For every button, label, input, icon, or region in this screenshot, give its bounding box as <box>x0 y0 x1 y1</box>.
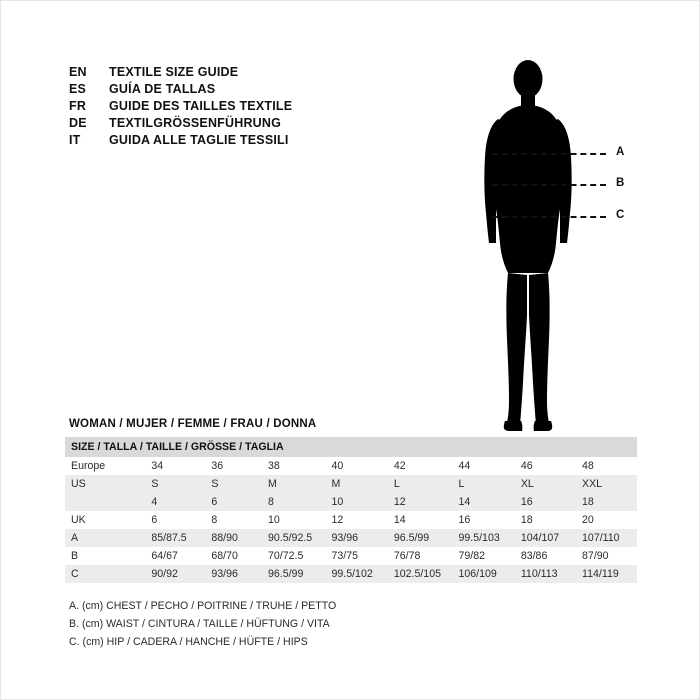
cell: 93/96 <box>326 529 388 547</box>
row-label-a: A <box>65 529 145 547</box>
table-row <box>65 511 637 529</box>
cell: 14 <box>452 493 514 511</box>
cell: 76/78 <box>388 547 453 565</box>
cell: L <box>388 475 453 493</box>
cell: 88/90 <box>205 529 262 547</box>
cell: 85/87.5 <box>145 529 205 547</box>
row-label-c: C <box>65 565 145 583</box>
cell: 38 <box>262 457 326 475</box>
section-title-woman: WOMAN / MUJER / FEMME / FRAU / DONNA <box>69 418 317 430</box>
cell: 4 <box>145 493 205 511</box>
measure-label-b: B <box>616 177 625 189</box>
cell: L <box>452 475 514 493</box>
cell: 18 <box>576 493 637 511</box>
cell: 90.5/92.5 <box>262 529 326 547</box>
cell: 70/72.5 <box>262 547 326 565</box>
cell: 99.5/102 <box>326 565 388 583</box>
cell: 6 <box>145 511 205 529</box>
cell: 10 <box>262 511 326 529</box>
row-label-uk: UK <box>65 511 145 529</box>
cell: 40 <box>326 457 388 475</box>
cell: 16 <box>515 493 576 511</box>
cell: 83/86 <box>515 547 576 565</box>
measure-line-a <box>492 153 606 155</box>
cell: 18 <box>515 511 576 529</box>
measure-line-c <box>492 216 606 218</box>
title-row <box>69 99 399 113</box>
title-text-en: TEXTILE SIZE GUIDE <box>109 65 239 79</box>
cell: 12 <box>326 511 388 529</box>
cell: S <box>205 475 262 493</box>
cell: 114/119 <box>576 565 637 583</box>
row-label-us-numeric <box>65 493 145 511</box>
title-lang-es: ES <box>69 82 87 96</box>
title-block <box>69 65 399 150</box>
measure-line-b <box>492 184 606 186</box>
cell: 79/82 <box>452 547 514 565</box>
cell: 48 <box>576 457 637 475</box>
row-label-b: B <box>65 547 145 565</box>
cell: 104/107 <box>515 529 576 547</box>
cell: 42 <box>388 457 453 475</box>
measure-label-c: C <box>616 209 625 221</box>
legend-item-c: C. (cm) HIP / CADERA / HANCHE / HÜFTE / HIPS <box>69 636 308 649</box>
cell: 99.5/103 <box>452 529 514 547</box>
table-header-row <box>65 437 637 457</box>
cell: 16 <box>452 511 514 529</box>
title-text-it: GUIDA ALLE TAGLIE TESSILI <box>109 133 289 147</box>
title-lang-it: IT <box>69 133 81 147</box>
cell: 8 <box>262 493 326 511</box>
cell: 36 <box>205 457 262 475</box>
cell: M <box>326 475 388 493</box>
cell: 10 <box>326 493 388 511</box>
cell: 34 <box>145 457 205 475</box>
cell: 87/90 <box>576 547 637 565</box>
cell: 93/96 <box>205 565 262 583</box>
figure-wrap <box>456 53 656 433</box>
cell: 96.5/99 <box>388 529 453 547</box>
title-text-es: GUÍA DE TALLAS <box>109 82 216 96</box>
cell: 6 <box>205 493 262 511</box>
cell: 68/70 <box>205 547 262 565</box>
table-row <box>65 493 637 511</box>
cell: 20 <box>576 511 637 529</box>
table-row <box>65 457 637 475</box>
title-row <box>69 133 399 147</box>
cell: XL <box>515 475 576 493</box>
cell: S <box>145 475 205 493</box>
title-row <box>69 82 399 96</box>
cell: 12 <box>388 493 453 511</box>
cell: 90/92 <box>145 565 205 583</box>
cell: 96.5/99 <box>262 565 326 583</box>
title-row <box>69 116 399 130</box>
cell: M <box>262 475 326 493</box>
female-body-silhouette-icon <box>456 53 656 433</box>
cell: 110/113 <box>515 565 576 583</box>
table-header-label: SIZE / TALLA / TAILLE / GRÖSSE / TAGLIA <box>65 437 637 457</box>
cell: 46 <box>515 457 576 475</box>
legend-item-b: B. (cm) WAIST / CINTURA / TAILLE / HÜFTUNG / VITA <box>69 618 330 631</box>
cell: 102.5/105 <box>388 565 453 583</box>
cell: 64/67 <box>145 547 205 565</box>
title-text-de: TEXTILGRÖSSENFÜHRUNG <box>109 116 282 130</box>
title-lang-en: EN <box>69 65 87 79</box>
table-row <box>65 529 637 547</box>
cell: 44 <box>452 457 514 475</box>
cell: XXL <box>576 475 637 493</box>
cell: 106/109 <box>452 565 514 583</box>
cell: 14 <box>388 511 453 529</box>
title-lang-fr: FR <box>69 99 87 113</box>
title-row <box>69 65 399 79</box>
measure-label-a: A <box>616 146 625 158</box>
title-lang-de: DE <box>69 116 87 130</box>
row-label-us: US <box>65 475 145 493</box>
legend-item-a: A. (cm) CHEST / PECHO / POITRINE / TRUHE / PETTO <box>69 600 337 612</box>
table-row <box>65 547 637 565</box>
cell: 8 <box>205 511 262 529</box>
measurement-legend <box>69 597 336 652</box>
cell: 107/110 <box>576 529 637 547</box>
size-table <box>65 437 637 583</box>
table-row <box>65 565 637 583</box>
title-text-fr: GUIDE DES TAILLES TEXTILE <box>109 99 293 113</box>
cell: 73/75 <box>326 547 388 565</box>
table-row <box>65 475 637 493</box>
row-label-europe: Europe <box>65 457 145 475</box>
